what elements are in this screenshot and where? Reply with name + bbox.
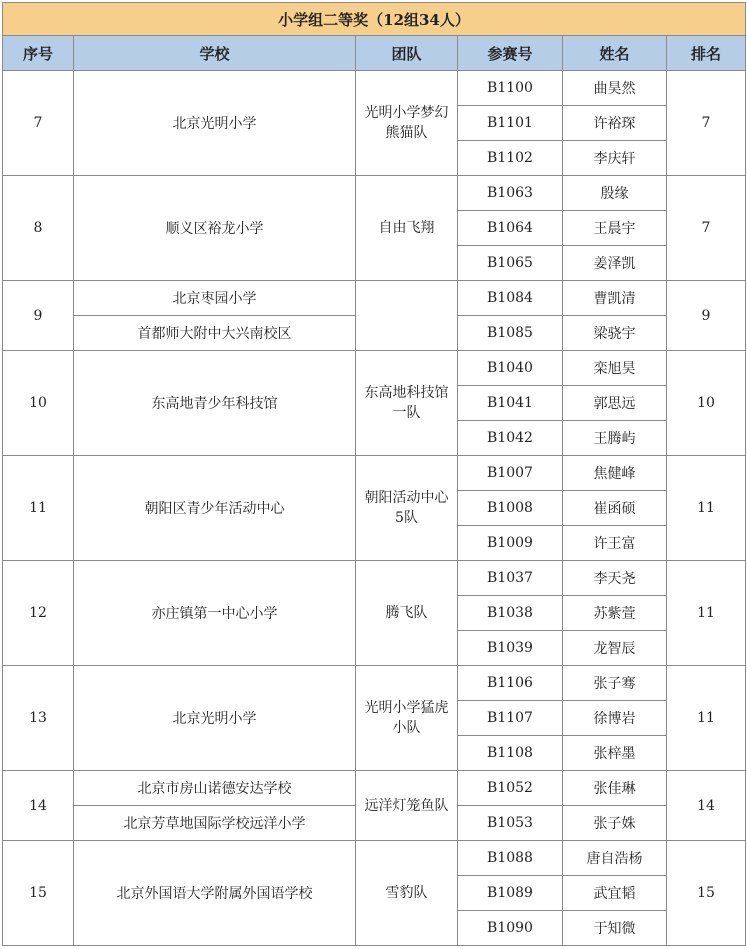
entry-number-cell: B1040 — [458, 351, 563, 386]
entry-number-cell: B1090 — [458, 911, 563, 946]
entry-number-cell: B1107 — [458, 701, 563, 736]
table-body — [3, 71, 746, 946]
name-cell: 李天尧 — [563, 561, 667, 596]
name-cell: 徐博岩 — [563, 701, 667, 736]
table-row — [3, 456, 746, 491]
team-cell — [356, 176, 458, 281]
header-rank: 排名 — [667, 36, 746, 71]
seq-cell: 12 — [3, 561, 74, 666]
entry-number-cell: B1106 — [458, 666, 563, 701]
name-cell: 许裕琛 — [563, 106, 667, 141]
name-cell: 梁骁宇 — [563, 316, 667, 351]
name-cell: 郭思远 — [563, 386, 667, 421]
name-cell: 许王富 — [563, 526, 667, 561]
team-cell — [356, 841, 458, 946]
entry-number-cell: B1041 — [458, 386, 563, 421]
school-cell: 北京芳草地国际学校远洋小学 — [74, 806, 356, 841]
school-cell: 北京市房山诺德安达学校 — [74, 771, 356, 806]
table-row — [3, 841, 746, 876]
entry-number-cell: B1039 — [458, 631, 563, 666]
header-school: 学校 — [74, 36, 356, 71]
table-row — [3, 351, 746, 386]
table-row — [3, 771, 746, 806]
entry-number-cell: B1102 — [458, 141, 563, 176]
rank-cell: 7 — [667, 176, 746, 281]
header-seq: 序号 — [3, 36, 74, 71]
entry-number-cell: B1063 — [458, 176, 563, 211]
entry-number-cell: B1085 — [458, 316, 563, 351]
name-cell: 崔函硕 — [563, 491, 667, 526]
rank-cell: 7 — [667, 71, 746, 176]
table-row — [3, 561, 746, 596]
header-team: 团队 — [356, 36, 458, 71]
seq-cell: 15 — [3, 841, 74, 946]
school-cell: 东高地青少年科技馆 — [74, 351, 356, 456]
entry-number-cell: B1042 — [458, 421, 563, 456]
school-cell: 首都师大附中大兴南校区 — [74, 316, 356, 351]
rank-cell: 15 — [667, 841, 746, 946]
team-name-line: 一队 — [392, 405, 421, 421]
name-cell: 张佳琳 — [563, 771, 667, 806]
school-cell: 北京外国语大学附属外国语学校 — [74, 841, 356, 946]
team-name-line: 远洋灯笼鱼队 — [364, 797, 449, 814]
name-cell: 张子姝 — [563, 806, 667, 841]
rank-cell: 14 — [667, 771, 746, 841]
seq-cell: 9 — [3, 281, 74, 351]
school-cell: 北京光明小学 — [74, 71, 356, 176]
entry-number-cell: B1052 — [458, 771, 563, 806]
team-cell — [356, 351, 458, 456]
team-name-line: 自由飞翔 — [378, 220, 435, 236]
seq-cell: 14 — [3, 771, 74, 841]
team-name-line: 光明小学猛虎 — [364, 700, 449, 716]
team-name-line: 东高地科技馆 — [364, 385, 449, 401]
table-title: 小学组二等奖（12组34人） — [3, 3, 746, 36]
team-cell — [356, 561, 458, 666]
table-row — [3, 666, 746, 701]
team-name-line: 朝阳活动中心 — [364, 490, 449, 506]
name-cell: 曲昊然 — [563, 71, 667, 106]
name-cell: 于知微 — [563, 911, 667, 946]
team-cell — [356, 666, 458, 771]
entry-number-cell: B1037 — [458, 561, 563, 596]
name-cell: 龙智辰 — [563, 631, 667, 666]
entry-number-cell: B1089 — [458, 876, 563, 911]
seq-cell: 11 — [3, 456, 74, 561]
table-row — [3, 281, 746, 316]
team-cell — [356, 456, 458, 561]
seq-cell: 13 — [3, 666, 74, 771]
team-name-line: 光明小学梦幻 — [364, 105, 449, 121]
school-cell: 北京光明小学 — [74, 666, 356, 771]
name-cell: 武宜韬 — [563, 876, 667, 911]
name-cell: 栾旭昊 — [563, 351, 667, 386]
name-cell: 张子骞 — [563, 666, 667, 701]
seq-cell: 8 — [3, 176, 74, 281]
entry-number-cell: B1108 — [458, 736, 563, 771]
entry-number-cell: B1008 — [458, 491, 563, 526]
team-cell — [356, 771, 458, 841]
name-cell: 曹凯清 — [563, 281, 667, 316]
seq-cell: 10 — [3, 351, 74, 456]
team-cell — [356, 281, 458, 351]
entry-number-cell: B1009 — [458, 526, 563, 561]
header-name: 姓名 — [563, 36, 667, 71]
rank-cell: 9 — [667, 281, 746, 351]
table-row — [3, 176, 746, 211]
name-cell: 王腾屿 — [563, 421, 667, 456]
name-cell: 焦健峰 — [563, 456, 667, 491]
rank-cell: 11 — [667, 666, 746, 771]
entry-number-cell: B1038 — [458, 596, 563, 631]
name-cell: 唐自浩杨 — [563, 841, 667, 876]
team-name-line: 熊猫队 — [385, 125, 428, 141]
entry-number-cell: B1007 — [458, 456, 563, 491]
entry-number-cell: B1101 — [458, 106, 563, 141]
entry-number-cell: B1088 — [458, 841, 563, 876]
entry-number-cell: B1053 — [458, 806, 563, 841]
team-name-line: 5队 — [395, 510, 418, 526]
team-name-line: 小队 — [392, 720, 421, 736]
entry-number-cell: B1064 — [458, 211, 563, 246]
name-cell: 张梓墨 — [563, 736, 667, 771]
header-entry-number: 参赛号 — [458, 36, 563, 71]
entry-number-cell: B1100 — [458, 71, 563, 106]
name-cell: 姜泽凯 — [563, 246, 667, 281]
team-name-line: 腾飞队 — [385, 605, 428, 621]
name-cell: 李庆轩 — [563, 141, 667, 176]
school-cell: 北京枣园小学 — [74, 281, 356, 316]
school-cell: 亦庄镇第一中心小学 — [74, 561, 356, 666]
rank-cell: 10 — [667, 351, 746, 456]
entry-number-cell: B1084 — [458, 281, 563, 316]
school-cell: 朝阳区青少年活动中心 — [74, 456, 356, 561]
awards-table — [2, 2, 746, 946]
name-cell: 苏紫萱 — [563, 596, 667, 631]
entry-number-cell: B1065 — [458, 246, 563, 281]
table-row — [3, 71, 746, 106]
rank-cell: 11 — [667, 456, 746, 561]
team-cell — [356, 71, 458, 176]
school-cell: 顺义区裕龙小学 — [74, 176, 356, 281]
team-name-line: 雪豹队 — [385, 885, 428, 901]
rank-cell: 11 — [667, 561, 746, 666]
name-cell: 王晨宇 — [563, 211, 667, 246]
seq-cell: 7 — [3, 71, 74, 176]
name-cell: 殷缘 — [563, 176, 667, 211]
